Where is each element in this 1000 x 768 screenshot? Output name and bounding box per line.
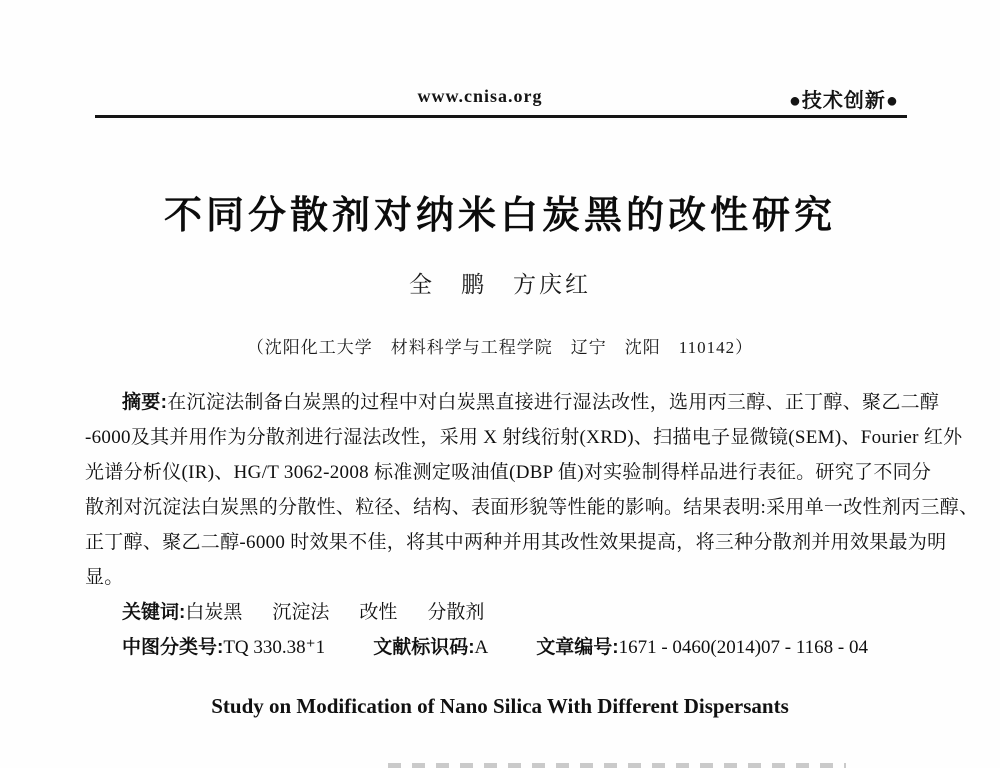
front-matter [85,385,979,665]
abstract [85,385,979,595]
document-code-label: 文献标识码: [373,637,475,658]
paper-title-en: Study on Modification of Nano Silica With Different Dispersants [211,694,789,718]
article-id [536,637,868,658]
clc-number [122,637,325,658]
header-divider [95,115,907,118]
keywords-label: 关键词: [122,602,186,623]
classification-line [85,630,917,665]
journal-header [95,84,905,112]
article-id-label: 文章编号: [536,637,619,658]
keyword: 分散剂 [427,602,485,623]
affiliation: （沈阳化工大学 材料科学与工程学院 辽宁 沈阳 110142） [246,338,754,357]
keywords-line [85,595,917,630]
keyword: 白炭黑 [185,602,243,623]
keyword: 沉淀法 [272,602,330,623]
authors: 全 鹏 方庆红 [409,272,591,297]
abstract-line: 光谱分析仪(IR)、HG/T 3062-2008 标准测定吸油值(DBP 值)对实验制得样品进行表征。研究了不同分 [85,462,932,483]
keyword: 改性 [359,602,398,623]
column-tag: ●技术创新● [788,90,899,112]
abstract-line: 散剂对沉淀法白炭黑的分散性、粒径、结构、表面形貌等性能的影响。结果表明:采用单一改性剂丙三醇、 [85,497,979,518]
clc-label: 中图分类号: [122,637,224,658]
scan-artifact-bottom [388,763,846,768]
journal-website: www.cnisa.org [417,86,543,106]
abstract-text: 在沉淀法制备白炭黑的过程中对白炭黑直接进行湿法改性，选用丙三醇、正丁醇、聚乙二醇 [167,392,940,413]
abstract-line: -6000及其并用作为分散剂进行湿法改性，采用 X 射线衍射(XRD)、扫描电子显微镜(SEM)、Fourier 红外 [85,427,963,448]
clc-value: TQ 330.38⁺1 [223,637,326,658]
abstract-line: 正丁醇、聚乙二醇-6000 时效果不佳，将其中两种并用其改性效果提高，将三种分散剂并用效果最为明 [85,532,947,553]
document-code [373,637,488,658]
abstract-line [85,385,940,420]
document-code-value: A [474,637,489,658]
abstract-label: 摘要: [122,392,168,413]
abstract-line: 显。 [85,567,124,588]
paper-title-cn: 不同分散剂对纳米白炭黑的改性研究 [163,195,836,237]
article-id-value: 1671 - 0460(2014)07 - 1168 - 04 [618,637,869,658]
